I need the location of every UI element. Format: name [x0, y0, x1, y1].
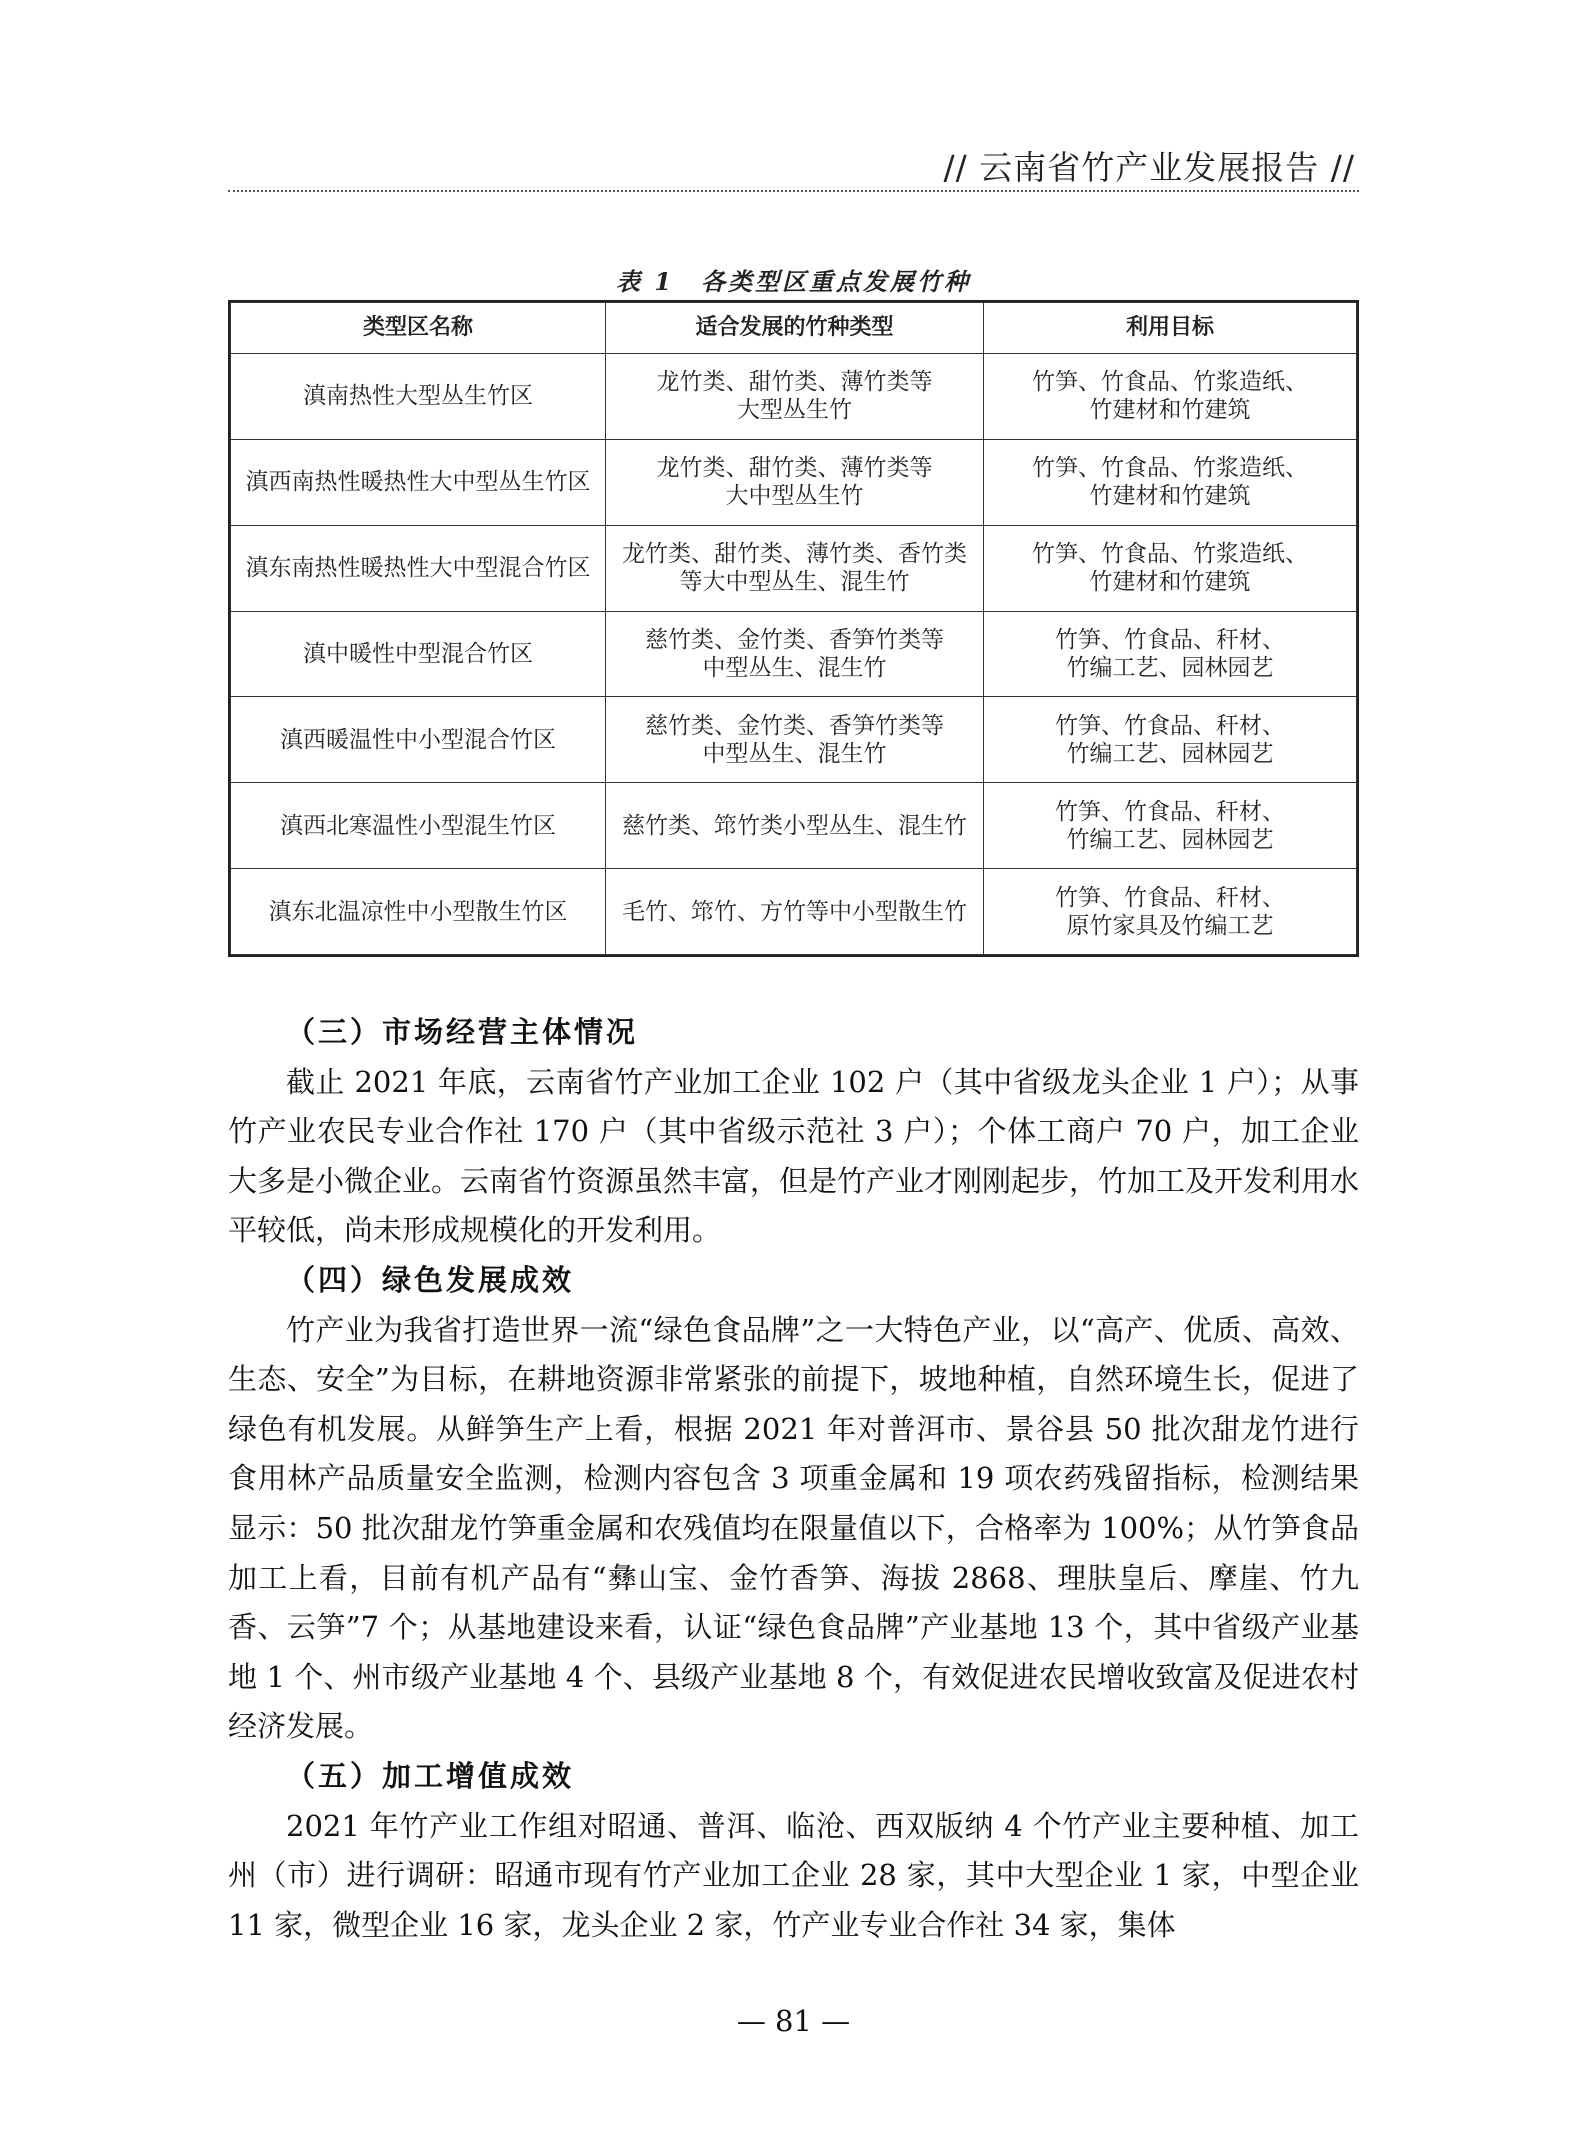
table-header-row: [231, 303, 1357, 354]
header-rule: [228, 190, 1359, 192]
region-cell: 滇西暖温性中小型混合竹区: [231, 697, 606, 783]
section-heading-market: （三）市场经营主体情况: [286, 1015, 639, 1049]
running-header: // 云南省竹产业发展报告 //: [943, 148, 1355, 187]
table-row: [231, 783, 1357, 869]
body-text: [228, 1008, 1359, 1950]
region-cell: 滇中暖性中型混合竹区: [231, 611, 606, 697]
column-header: 类型区名称: [231, 303, 606, 354]
region-cell: 滇西南热性暖热性大中型丛生竹区: [231, 439, 606, 525]
column-header: 适合发展的竹种类型: [606, 303, 984, 354]
species-cell: 龙竹类、甜竹类、薄竹类、香竹类 等大中型丛生、混生竹: [606, 525, 984, 611]
table-row: [231, 869, 1357, 955]
species-cell: 龙竹类、甜竹类、薄竹类等 大中型丛生竹: [606, 439, 984, 525]
paragraph-green: 竹产业为我省打造世界一流“绿色食品牌”之一大特色产业，以“高产、优质、高效、生态、安全”为目标，在耕地资源非常紧张的前提下，坡地种植，自然环境生长，促进了绿色有机发展。从鲜笋生产上看，根据 2021 年对普洱市、景谷县 50 批次甜龙竹进行食用林产品质量安全监测，检测内容包含 3 项重金属和 19 项农药残留指标，检测结果显示：50 批次甜龙竹笋重金属和农残值均在限量值以下，合格率为 100%；从竹笋食品加工上看，目前有机产品有“彝山宝、金竹香笋、海拔 2868、理肤皇后、摩崖、竹九香、云笋”7 个；从基地建设来看，认证“绿色食品牌”产业基地 13 个，其中省级产业基地 1 个、州市级产业基地 4 个、县级产业基地 8 个，有效促进农民增收致富及促进农村经济发展。: [228, 1312, 1359, 1744]
table-caption: 表 1 各类型区重点发展竹种: [615, 267, 972, 296]
species-cell: 毛竹、筇竹、方竹等中小型散生竹: [606, 869, 984, 955]
section-heading-processing: （五）加工增值成效: [286, 1758, 575, 1793]
species-cell: 龙竹类、甜竹类、薄竹类等 大型丛生竹: [606, 354, 984, 440]
target-cell: 竹笋、竹食品、竹浆造纸、 竹建材和竹建筑: [984, 439, 1357, 525]
target-cell: 竹笋、竹食品、秆材、 竹编工艺、园林园艺: [984, 611, 1357, 697]
table-row: [231, 354, 1357, 440]
table-row: [231, 697, 1357, 783]
species-cell: 慈竹类、金竹类、香笋竹类等 中型丛生、混生竹: [606, 697, 984, 783]
species-cell: 慈竹类、金竹类、香笋竹类等 中型丛生、混生竹: [606, 611, 984, 697]
species-table: [230, 302, 1357, 955]
paragraph-market: 截止 2021 年底，云南省竹产业加工企业 102 户（其中省级龙头企业 1 户）；从事竹产业农民专业合作社 170 户（其中省级示范社 3 户）；个体工商户 70 户，加工企业大多是小微企业。云南省竹资源虽然丰富，但是竹产业才刚刚起步，竹加工及开发利用水平较低，尚未形成规模化的开发利用。: [228, 1064, 1360, 1248]
target-cell: 竹笋、竹食品、竹浆造纸、 竹建材和竹建筑: [984, 354, 1357, 440]
target-cell: 竹笋、竹食品、竹浆造纸、 竹建材和竹建筑: [984, 525, 1357, 611]
column-header: 利用目标: [984, 303, 1357, 354]
paragraph-processing: 2021 年竹产业工作组对昭通、普洱、临沧、西双版纳 4 个竹产业主要种植、加工州（市）进行调研：昭通市现有竹产业加工企业 28 家，其中大型企业 1 家，中型企业 11 家，微型企业 16 家，龙头企业 2 家，竹产业专业合作社 34 家，集体: [228, 1808, 1359, 1942]
region-cell: 滇东南热性暖热性大中型混合竹区: [231, 525, 606, 611]
table-row: [231, 439, 1357, 525]
species-table-frame: [228, 300, 1359, 957]
species-cell: 慈竹类、筇竹类小型丛生、混生竹: [606, 783, 984, 869]
target-cell: 竹笋、竹食品、秆材、 原竹家具及竹编工艺: [984, 869, 1357, 955]
target-cell: 竹笋、竹食品、秆材、 竹编工艺、园林园艺: [984, 783, 1357, 869]
region-cell: 滇南热性大型丛生竹区: [231, 354, 606, 440]
table-row: [231, 611, 1357, 697]
page-number: — 81 —: [736, 2004, 851, 2038]
table-row: [231, 525, 1357, 611]
region-cell: 滇东北温凉性中小型散生竹区: [231, 869, 606, 955]
section-heading-green: （四）绿色发展成效: [286, 1262, 575, 1297]
region-cell: 滇西北寒温性小型混生竹区: [231, 783, 606, 869]
target-cell: 竹笋、竹食品、秆材、 竹编工艺、园林园艺: [984, 697, 1357, 783]
